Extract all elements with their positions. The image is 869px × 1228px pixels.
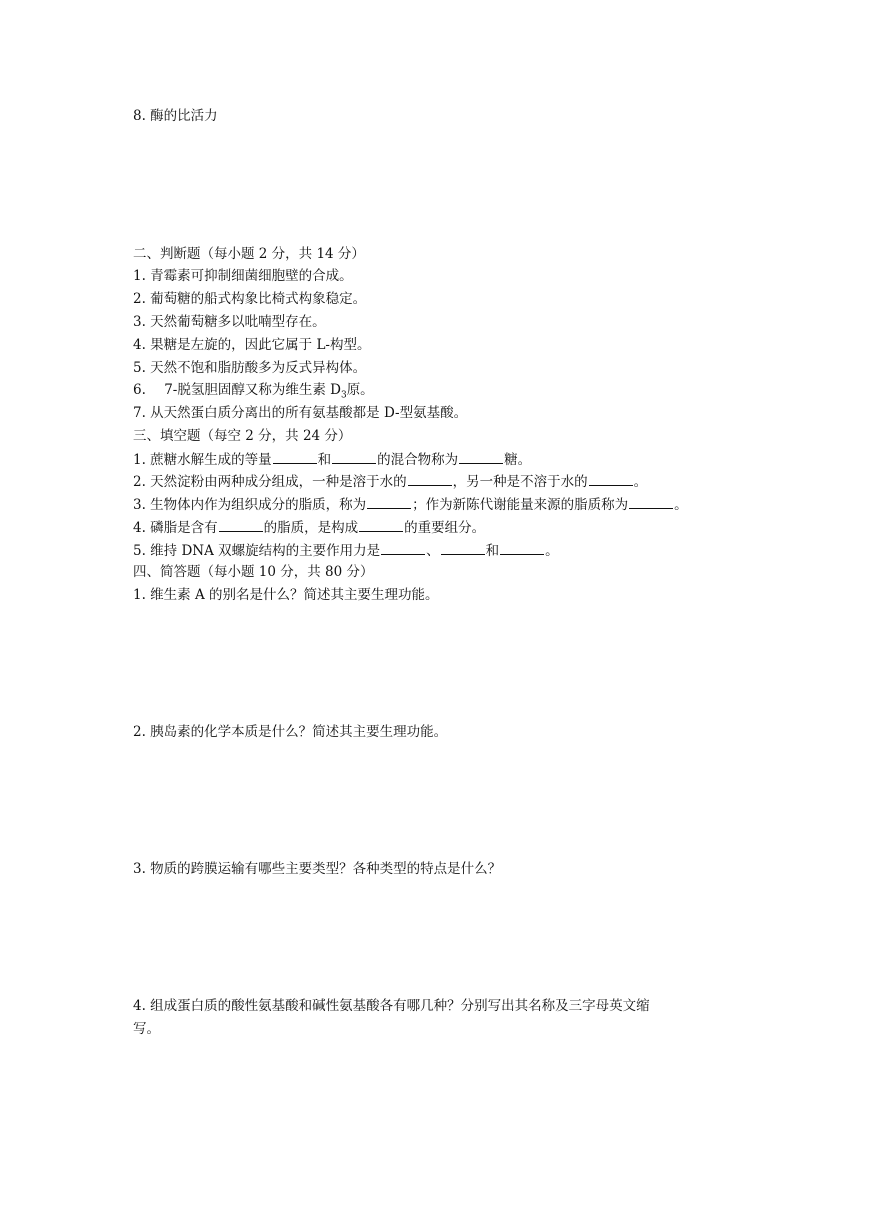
short-question-1: 1. 维生素 A 的别名是什么？简述其主要生理功能。 xyxy=(133,587,439,603)
judge-item-5: 5. 天然不饱和脂肪酸多为反式异构体。 xyxy=(133,360,367,376)
question-8: 8. 酶的比活力 xyxy=(133,108,218,124)
fill-2-blank-2[interactable] xyxy=(589,472,633,486)
short-question-3: 3. 物质的跨膜运输有哪些主要类型？各种类型的特点是什么？ xyxy=(133,861,502,877)
fill-item-4 xyxy=(133,518,485,537)
short-question-4-line-2: 写。 xyxy=(133,1021,160,1037)
judge-heading: 二、判断题（每小题 2 分，共 14 分） xyxy=(133,246,365,262)
fill-item-1 xyxy=(133,450,531,469)
fill-1-part: 糖。 xyxy=(504,452,532,468)
fill-1-blank-2[interactable] xyxy=(332,450,376,464)
fill-5-blank-1[interactable] xyxy=(381,541,425,555)
judge-item-6-num: 6. xyxy=(133,382,146,398)
fill-3-part: 3. 生物体内作为组织成分的脂质，称为 xyxy=(133,497,367,513)
fill-2-part: 2. 天然淀粉由两种成分组成，一种是溶于水的 xyxy=(133,474,407,490)
short-heading: 四、简答题（每小题 10 分，共 80 分） xyxy=(133,564,374,580)
fill-5-blank-3[interactable] xyxy=(500,541,544,555)
fill-5-part: 。 xyxy=(545,543,559,559)
short-question-4-line-1: 4. 组成蛋白质的酸性氨基酸和碱性氨基酸各有哪几种？分别写出其名称及三字母英文缩 xyxy=(133,998,650,1014)
fill-3-part: ；作为新陈代谢能量来源的脂质称为 xyxy=(412,497,629,513)
fill-3-blank-1[interactable] xyxy=(367,495,411,509)
fill-5-part: 、 xyxy=(426,543,440,559)
judge-item-4: 4. 果糖是左旋的，因此它属于 L-构型。 xyxy=(133,337,371,353)
judge-item-6-sub: 3 xyxy=(340,390,347,401)
fill-4-part: 4. 磷脂是含有 xyxy=(133,520,218,536)
fill-1-part: 和 xyxy=(317,452,332,468)
fill-4-part: 的重要组分。 xyxy=(404,520,486,536)
fill-item-5 xyxy=(133,541,559,560)
fill-3-part: 。 xyxy=(674,497,688,513)
judge-item-2: 2. 葡萄糖的船式构象比椅式构象稳定。 xyxy=(133,291,367,307)
judge-item-1: 1. 青霉素可抑制细菌细胞壁的合成。 xyxy=(133,268,353,284)
fill-2-blank-1[interactable] xyxy=(408,472,452,486)
fill-1-blank-3[interactable] xyxy=(459,450,503,464)
judge-item-3: 3. 天然葡萄糖多以吡喃型存在。 xyxy=(133,314,326,330)
fill-2-part: ，另一种是不溶于水的 xyxy=(452,474,588,490)
short-question-2: 2. 胰岛素的化学本质是什么？简述其主要生理功能。 xyxy=(133,724,448,740)
fill-4-part: 的脂质，是构成 xyxy=(263,520,359,536)
fill-4-blank-1[interactable] xyxy=(219,518,263,532)
fill-5-blank-2[interactable] xyxy=(441,541,485,555)
fill-heading: 三、填空题（每空 2 分，共 24 分） xyxy=(133,428,352,444)
fill-1-part: 1. 蔗糖水解生成的等量 xyxy=(133,452,272,468)
fill-5-part: 5. 维持 DNA 双螺旋结构的主要作用力是 xyxy=(133,543,381,559)
fill-3-blank-2[interactable] xyxy=(629,495,673,509)
judge-item-7: 7. 从天然蛋白质分离出的所有氨基酸都是 D-型氨基酸。 xyxy=(133,405,468,421)
fill-item-2 xyxy=(133,472,647,491)
fill-item-3 xyxy=(133,495,688,514)
fill-2-part: 。 xyxy=(633,474,648,490)
fill-1-blank-1[interactable] xyxy=(273,450,317,464)
judge-item-6-end: 原。 xyxy=(346,382,374,398)
fill-5-part: 和 xyxy=(485,543,500,559)
fill-4-blank-2[interactable] xyxy=(359,518,403,532)
judge-item-6-text: 7-脱氢胆固醇又称为维生素 D xyxy=(164,382,341,398)
fill-1-part: 的混合物称为 xyxy=(377,452,459,468)
judge-item-6 xyxy=(133,381,374,405)
